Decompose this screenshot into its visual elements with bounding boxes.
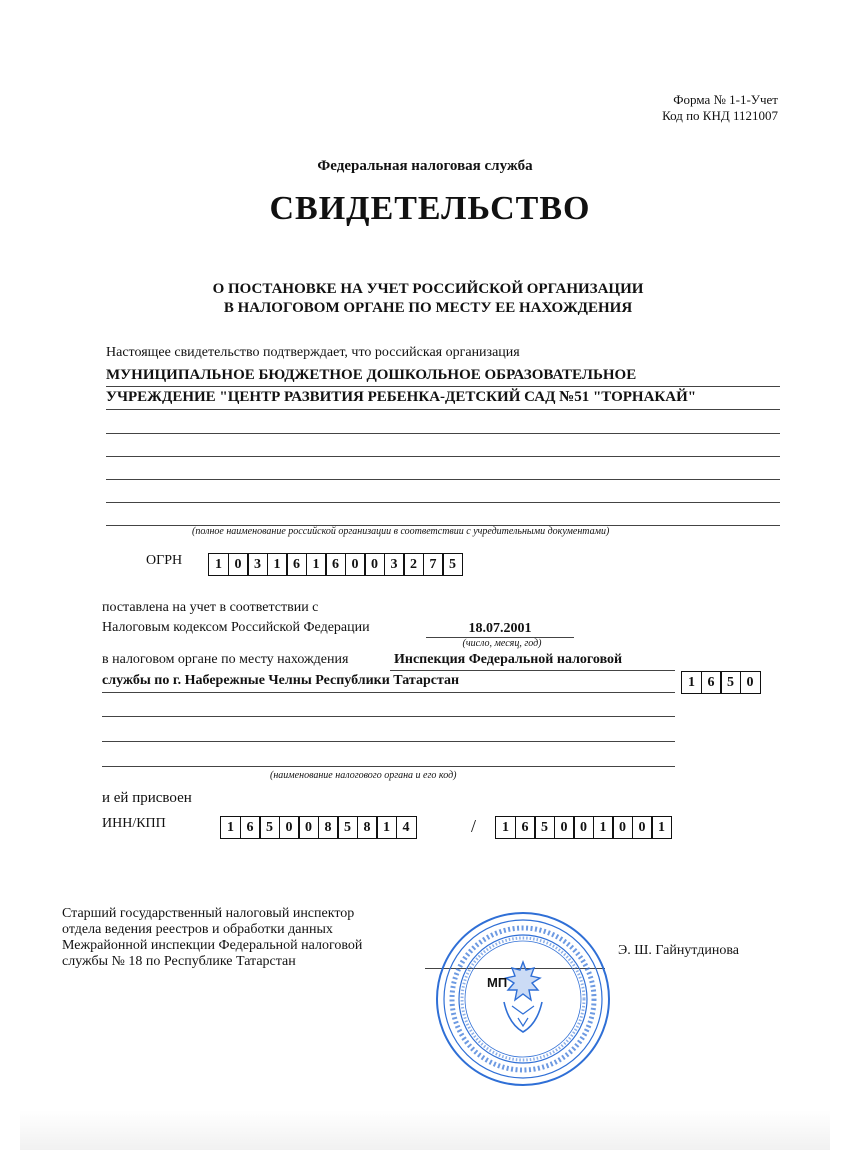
divider (102, 741, 675, 742)
inn-digit-box: 0 (279, 816, 300, 839)
organization-intro: Настоящее свидетельство подтверждает, что российская организация (106, 345, 520, 360)
kpp-digit-box: 6 (515, 816, 536, 839)
ogrn-digit-box: 0 (228, 553, 249, 576)
authority-caption: (наименование налогового органа и его код) (270, 770, 457, 781)
ogrn-digit-box: 0 (364, 553, 385, 576)
inn-digit-box: 0 (298, 816, 319, 839)
kpp-boxes (495, 816, 672, 839)
inn-digit-box: 1 (376, 816, 397, 839)
ogrn-digit-box: 1 (267, 553, 288, 576)
signer-position (62, 906, 362, 970)
ogrn-label: ОГРН (146, 553, 183, 568)
kpp-digit-box: 5 (534, 816, 555, 839)
registration-date: 18.07.2001 (468, 621, 532, 636)
signer-position-line-1: Старший государственный налоговый инспектор (62, 906, 355, 921)
divider (106, 479, 780, 480)
ogrn-digit-box: 3 (247, 553, 268, 576)
ogrn-digit-box: 1 (306, 553, 327, 576)
organization-name-line-1: МУНИЦИПАЛЬНОЕ БЮДЖЕТНОЕ ДОШКОЛЬНОЕ ОБРАЗОВАТЕЛЬНОЕ (106, 367, 637, 383)
kpp-digit-box: 1 (651, 816, 672, 839)
ogrn-digit-box: 7 (423, 553, 444, 576)
ogrn-digit-box: 1 (208, 553, 229, 576)
ogrn-boxes (208, 553, 463, 576)
kpp-digit-box: 0 (573, 816, 594, 839)
divider (390, 670, 675, 671)
official-seal (434, 910, 612, 1088)
certificate-subtitle (0, 280, 850, 318)
tax-service-name: Федеральная налоговая служба (317, 158, 533, 174)
authority-code-digit-box: 5 (720, 671, 741, 694)
signer-position-line-3: Межрайонной инспекции Федеральной налоговой (62, 938, 363, 953)
divider (106, 386, 780, 387)
kpp-digit-box: 0 (632, 816, 653, 839)
organization-name-caption: (полное наименование российской организации в соответствии с учредительными документами) (192, 526, 610, 537)
inn-digit-box: 4 (396, 816, 417, 839)
subtitle-line-1: О ПОСТАНОВКЕ НА УЧЕТ РОССИЙСКОЙ ОРГАНИЗАЦИИ (212, 281, 644, 297)
knd-code: Код по КНД 1121007 (662, 108, 778, 123)
scan-shadow (20, 1110, 830, 1150)
authority-label: в налоговом органе по месту нахождения (102, 652, 349, 667)
inn-digit-box: 8 (318, 816, 339, 839)
kpp-digit-box: 0 (554, 816, 575, 839)
date-caption: (число, месяц, год) (462, 638, 542, 649)
assigned-label: и ей присвоен (102, 790, 192, 806)
registration-line-1: поставлена на учет в соответствии с (102, 600, 319, 615)
inn-digit-box: 5 (337, 816, 358, 839)
ogrn-digit-box: 6 (286, 553, 307, 576)
authority-name-line-2: службы по г. Набережные Челны Республики Татарстан (102, 673, 460, 688)
inn-kpp-separator: / (471, 816, 477, 836)
inn-digit-box: 5 (259, 816, 280, 839)
divider (102, 766, 675, 767)
inn-digit-box: 1 (220, 816, 241, 839)
authority-code-digit-box: 6 (701, 671, 722, 694)
registration-line-2: Налоговым кодексом Российской Федерации (102, 620, 370, 635)
inn-digit-box: 6 (240, 816, 261, 839)
divider (106, 502, 780, 503)
organization-name-line-2: УЧРЕЖДЕНИЕ "ЦЕНТР РАЗВИТИЯ РЕБЕНКА-ДЕТСКИЙ САД №51 "ТОРНАКАЙ" (106, 389, 697, 405)
signer-position-line-2: отдела ведения реестров и обработки данных (62, 922, 333, 937)
form-number: Форма № 1-1-Учет (673, 92, 778, 107)
authority-code-digit-box: 0 (740, 671, 761, 694)
authority-name-line-1: Инспекция Федеральной налоговой (394, 652, 623, 667)
signer-name: Э. Ш. Гайнутдинова (618, 943, 739, 958)
kpp-digit-box: 1 (593, 816, 614, 839)
authority-code-boxes (681, 671, 761, 694)
kpp-digit-box: 1 (495, 816, 516, 839)
seal-mp-mark: МП (487, 975, 508, 990)
inn-kpp-label: ИНН/КПП (102, 816, 166, 831)
ogrn-digit-box: 3 (384, 553, 405, 576)
subtitle-line-2: В НАЛОГОВОМ ОРГАНЕ ПО МЕСТУ ЕЕ НАХОЖДЕНИЯ (223, 300, 633, 316)
kpp-digit-box: 0 (612, 816, 633, 839)
ogrn-digit-box: 0 (345, 553, 366, 576)
divider (106, 433, 780, 434)
divider (106, 409, 780, 410)
form-meta (662, 92, 778, 124)
inn-digit-box: 8 (357, 816, 378, 839)
ogrn-digit-box: 5 (442, 553, 463, 576)
divider (102, 692, 675, 693)
divider (102, 716, 675, 717)
divider (106, 456, 780, 457)
certificate-title: СВИДЕТЕЛЬСТВО (269, 190, 591, 227)
ogrn-digit-box: 6 (325, 553, 346, 576)
authority-code-digit-box: 1 (681, 671, 702, 694)
ogrn-digit-box: 2 (403, 553, 424, 576)
signer-position-line-4: службы № 18 по Республике Татарстан (62, 954, 296, 969)
inn-boxes (220, 816, 417, 839)
